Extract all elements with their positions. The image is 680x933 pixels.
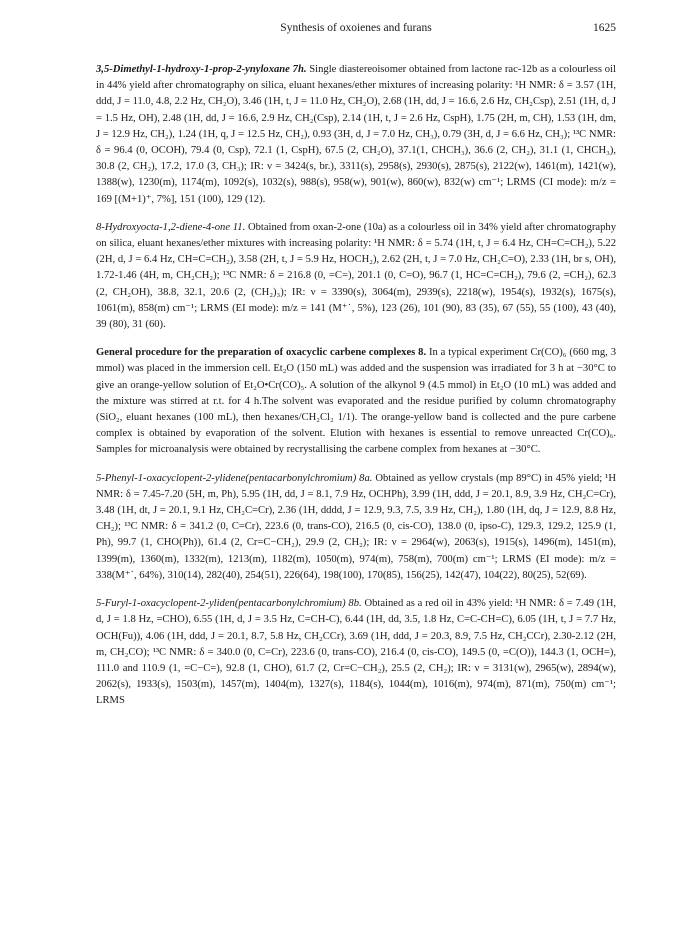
compound-8a-title: 5-Phenyl-1-oxacyclopent-2-ylidene(pentacarbonylchromium) 8a. bbox=[96, 472, 373, 484]
compound-8a-paragraph bbox=[96, 471, 616, 584]
compound-7h-paragraph bbox=[96, 62, 616, 208]
compound-7h-text: Single diastereoisomer obtained from lactone rac-12b as a colourless oil in 44% yield after chromatography on silica, eluant hexanes/ether mixtures of increasing polarity: ¹H NMR: δ = 3.57 (1H, ddd, J = 11.0, 4.8, 2.2 Hz, CH₂O), 3.46 (1H, t, J = 11.0 Hz, CH₂O), 2.68 (1H, dd, J = 16.6, 2.6 Hz, CH₂Csp), 2.51 (1H, d, J = 1.5 Hz, OH), 2.48 (1H, dd, J = 16.6, 2.9 Hz, CH₂(Csp), 2.14 (1H, t, J = 2.6 Hz, CspH), 1.75 (2H, m, CH), 1.53 (1H, dm, J = 12.9 Hz, CH₂), 1.24 (1H, q, J = 12.5 Hz, CH₂), 0.93 (3H, d, J = 7.0 Hz, CH₃), 0.79 (3H, d, J = 6.6 Hz, CH₃); ¹³C NMR: δ = 96.4 (0, OCOH), 79.4 (0, Csp), 72.1 (1, CspH), 67.5 (2, CH₂O), 37.1(1, CHCH₃), 36.6 (2, CH₂), 31.1 (1, CHCH₃), 30.8 (2, CH₂), 17.2, 17.0 (3, CH₃); IR: ν = 3424(s, br.), 3311(s), 2958(s), 2930(s), 2875(s), 2122(w), 1461(m), 1421(w), 1388(w), 1230(m), 1174(m), 1092(s), 1032(s), 988(s), 958(w), 901(w), 860(w), 832(w) cm⁻¹; LRMS (CI mode): m/z = 169 [(M+1)⁺, 7%], 151 (100), 129 (12). bbox=[96, 64, 616, 205]
article-body bbox=[96, 62, 616, 722]
running-title: Synthesis of oxoienes and furans bbox=[280, 22, 432, 34]
general-procedure-title: General procedure for the preparation of oxacyclic carbene complexes 8. bbox=[96, 347, 427, 359]
compound-7h-title: 3,5-Dimethyl-1-hydroxy-1-prop-2-ynyloxane 7h. bbox=[96, 64, 307, 75]
general-procedure-paragraph bbox=[96, 345, 616, 458]
compound-8b-text: Obtained as a red oil in 43% yield: ¹H NMR: δ = 7.49 (1H, d, J = 1.8 Hz, =CHO), 6.55 (1H, d, J = 3.5 Hz, C=CH-C), 6.44 (1H, dd, 3.5, 1.8 Hz, C=C-CH=C), 6.05 (1H, t, J = 7.7 Hz, OCH(Fu)), 4.06 (1H, ddd, J = 20.1, 8.7, 5.8 Hz, CH₂CCr), 3.69 (1H, ddd, J = 20.3, 8.9, 7.5 Hz, CH₂CCr), 2.30-2.12 (2H, m, CH₂CO); ¹³C NMR: δ = 340.0 (0, C=Cr), 223.6 (0, trans-CO), 216.4 (0, cis-CO), 149.5 (0, =C(O)), 144.3 (1, OCH=), 111.0 and 110.9 (1, =C−C=), 92.8 (1, CHO), 61.7 (2, Cr=C−CH₂), 25.5 (2, CH₂); IR: ν = 3131(w), 2965(w), 2894(w), 2062(s), 1933(s), 1503(m), 1457(m), 1404(m), 1327(s), 1184(s), 1044(m), 1016(m), 974(m), 871(m), 750(m) cm⁻¹; LRMS bbox=[96, 598, 616, 707]
compound-11-paragraph bbox=[96, 220, 616, 333]
compound-8b-title: 5-Furyl-1-oxacyclopent-2-yliden(pentacarbonylchromium) 8b. bbox=[96, 598, 362, 610]
compound-8a-text: Obtained as yellow crystals (mp 89°C) in 45% yield; ¹H NMR: δ = 7.45-7.20 (5H, m, Ph), 5.95 (1H, dd, J = 8.1, 7.9 Hz, OCHPh), 3.99 (1H, ddd, J = 20.1, 8.9, 3.9 Hz, CH₂C=Cr), 3.48 (1H, dt, J = 20.1, 9.1 Hz, CH₂C=Cr), 2.36 (1H, dddd, J = 12.9, 9.3, 7.5, 3.9 Hz, CH₂), 1.80 (1H, dq, J = 12.9, 8.8 Hz, CH₂); ¹³C NMR: δ = 341.2 (0, C=Cr), 223.6 (0, trans-CO), 216.5 (0, cis-CO), 138.0 (0, ipso-C), 129.3, 129.2, 125.9 (1, Ph), 99.7 (1, CHO(Ph)), 61.4 (2, Cr=C−CH₂), 29.9 (2, CH₂); IR: ν = 2964(w), 2063(s), 1915(s), 1496(m), 1451(m), 1399(m), 1360(m), 1332(m), 1213(m), 1182(m), 1050(m), 974(m), 758(m), 700(m) cm⁻¹; LRMS (EI mode): m/z = 338(M⁺˙, 64%), 310(14), 282(40), 254(51), 226(64), 198(100), 170(85), 156(25), 142(47), 104(22), 80(25), 52(69). bbox=[96, 472, 616, 581]
compound-8b-paragraph bbox=[96, 596, 616, 709]
general-procedure-text: In a typical experiment Cr(CO)₆ (660 mg, 3 mmol) was placed in the immersion cell. Et₂O (150 mL) was added and the suspension was irradiated for 3 h at −30°C to give an orange-yellow solution of Et₂O•Cr(CO)₅. A solution of the alkynol 9 (4.5 mmol) in Et₂O (10 mL) was added and the mixture was stirred at r.t. for 4 h.The solvent was evaporated and the residue purified by column chromatography (SiO₂, eluant hexanes (100 mL), then hexanes/CH₂Cl₂ 1/1). The orange-yellow band is collected and the pure carbene complex is obtained by evaporation of the solvent. Elution with hexanes is essential to remove unreacted Cr(CO)₆. Samples for microanalysis were obtained by recrystallising the carbene complex from hexanes at −30°C. bbox=[96, 347, 616, 456]
page-header bbox=[96, 22, 616, 38]
page-number: 1625 bbox=[593, 22, 616, 34]
compound-11-title: 8-Hydroxyocta-1,2-diene-4-one 11. bbox=[96, 221, 246, 233]
compound-11-text: Obtained from oxan-2-one (10a) as a colourless oil in 34% yield after chromatography on silica, eluant hexanes/ether mixtures with increasing polarity: ¹H NMR: δ = 5.74 (1H, t, J = 6.4 Hz, CH=C=CH₂), 5.22 (2H, d, J = 6.4 Hz, CH=C=CH₂), 3.58 (2H, t, J = 5.9 Hz, HOCH₂), 2.62 (2H, t, J = 7.0 Hz, CH₂C=O), 2.33 (1H, br s, OH), 1.72-1.46 (4H, m, CH₂CH₂); ¹³C NMR: δ = 216.8 (0, =C=), 201.1 (0, C=O), 96.7 (1, HC=C=CH₂), 79.6 (2, =CH₂), 62.3 (2, CH₂OH), 38.8, 32.1, 20.6 (2, (CH₂)₃); IR: ν = 3390(s), 3064(m), 2939(s), 2218(w), 1954(s), 1932(s), 1675(s), 1061(m), 858(m) cm⁻¹; LRMS (EI mode): m/z = 141 (M⁺˙, 5%), 123 (26), 101 (90), 83 (35), 67 (55), 55 (100), 43 (40), 39 (80), 31 (60). bbox=[96, 221, 616, 331]
